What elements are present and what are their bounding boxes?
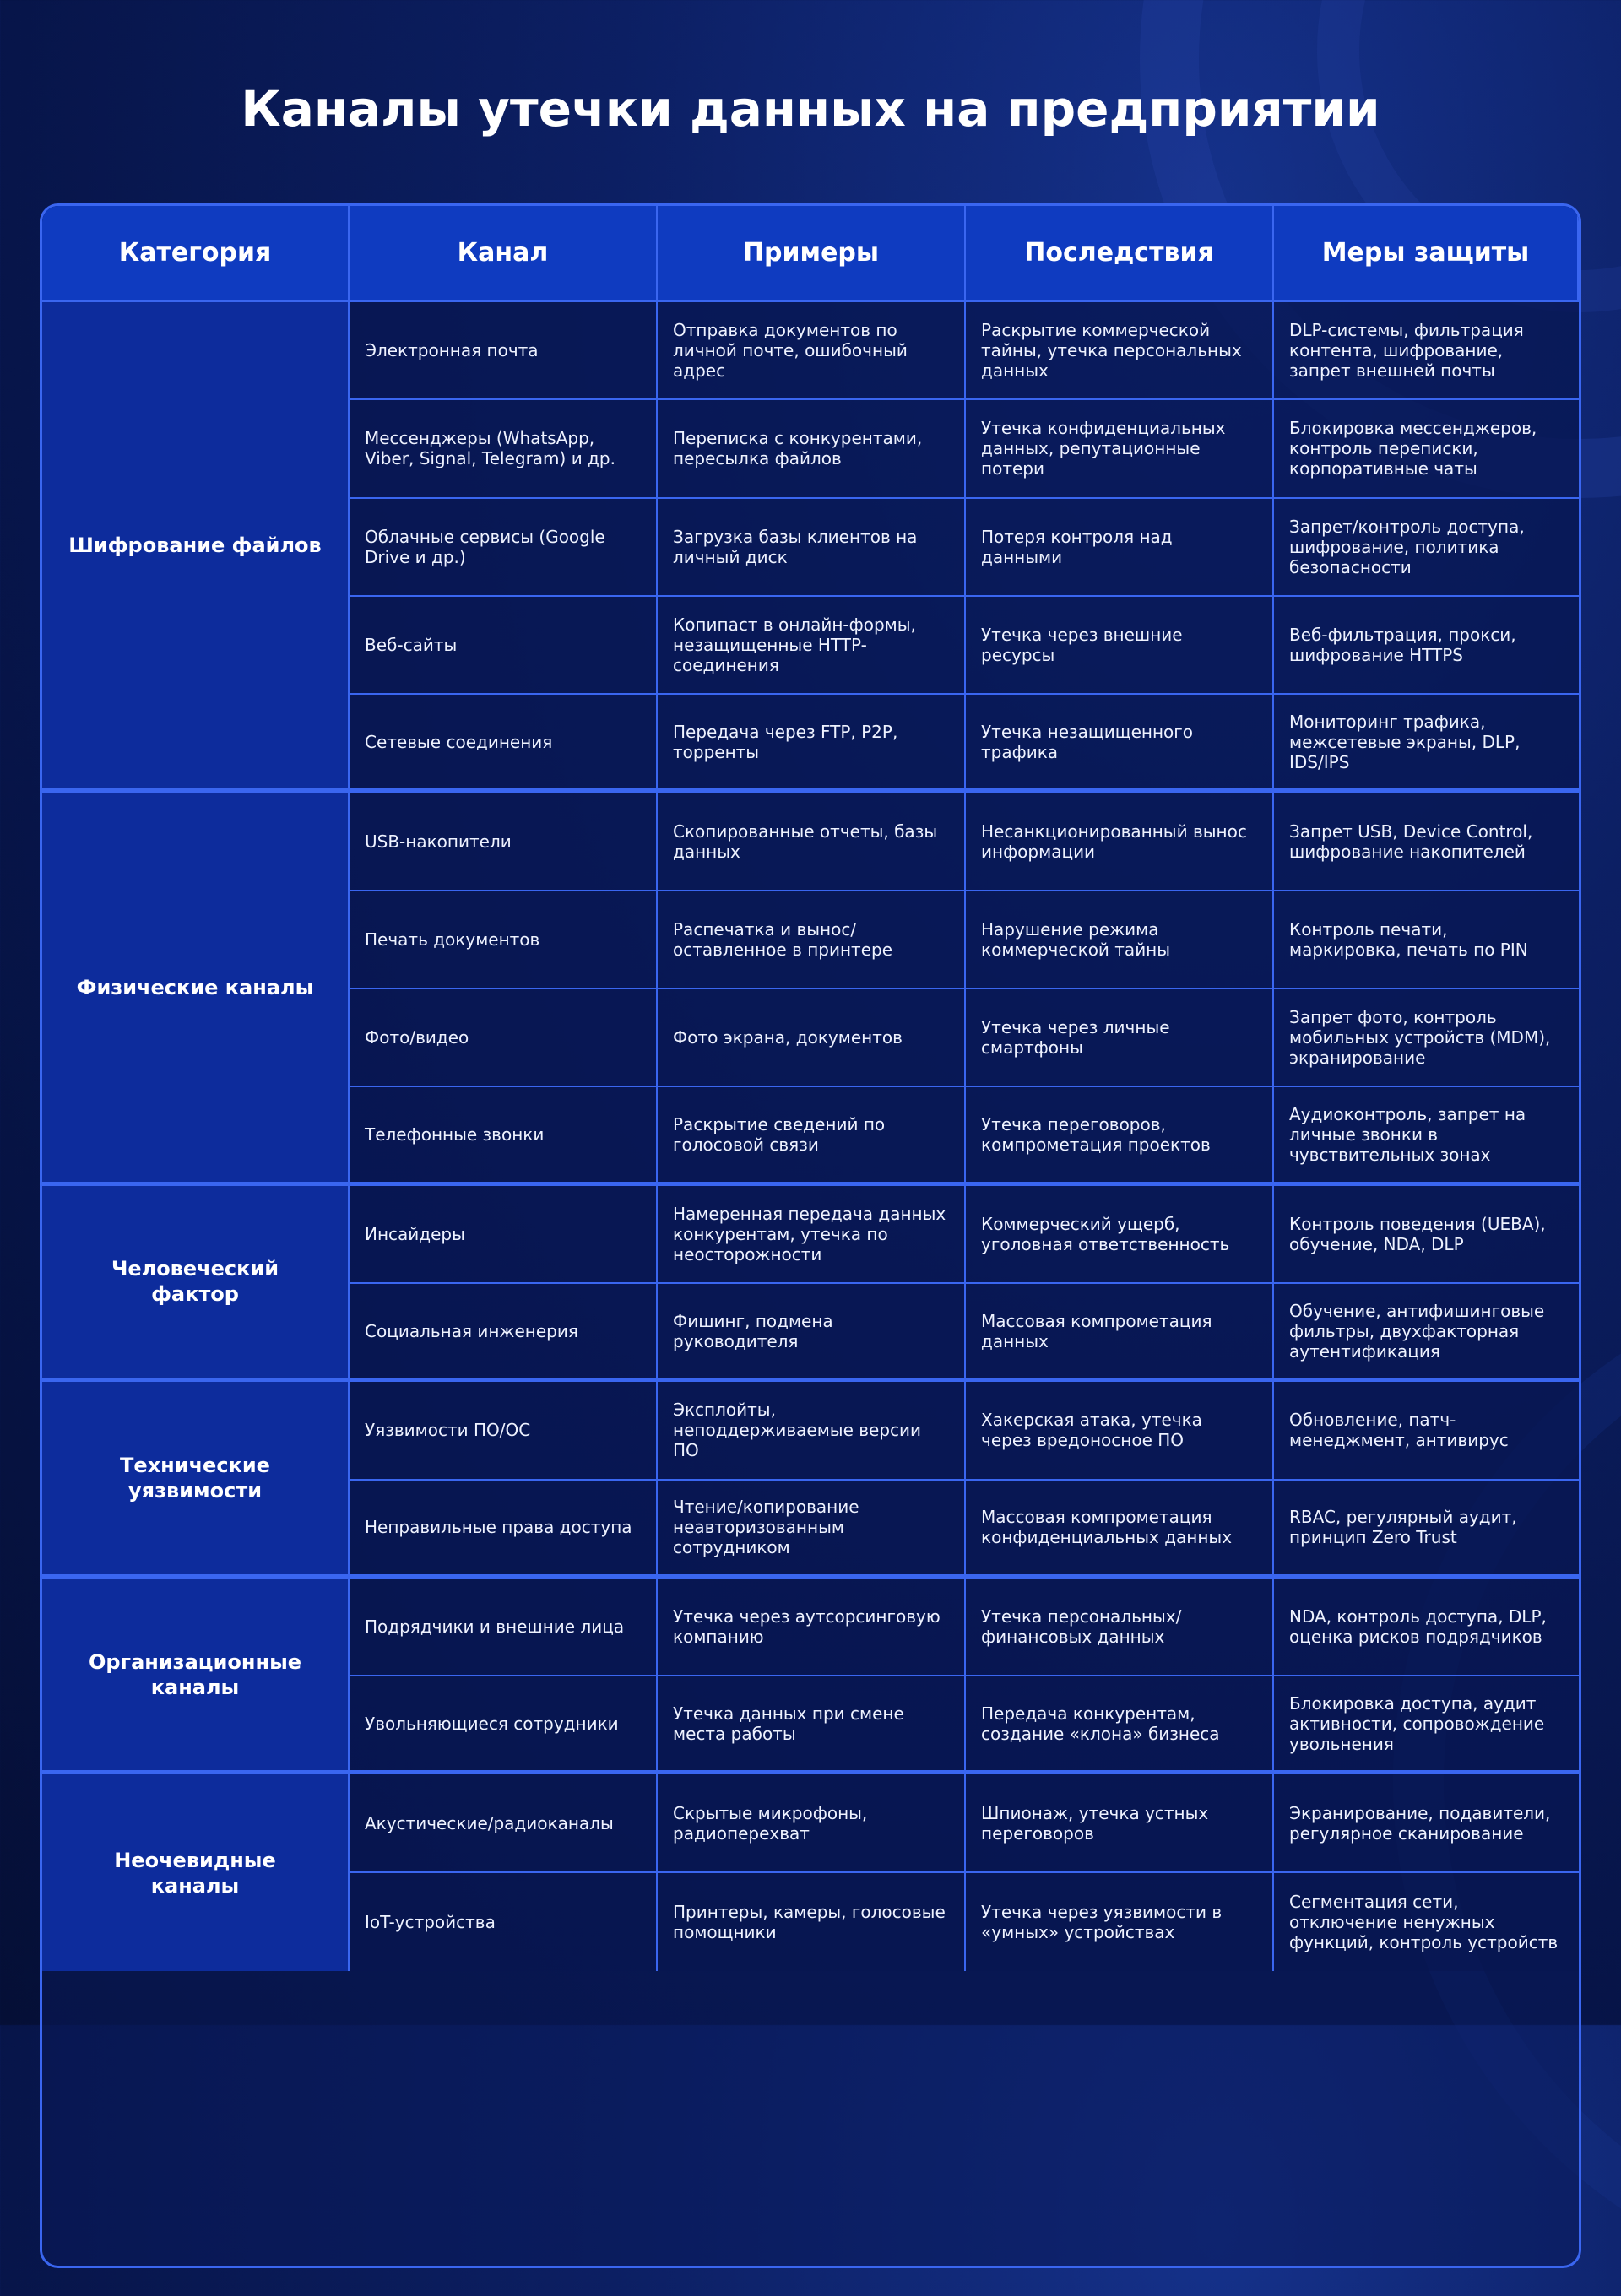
consequence-cell: Нарушение режима коммерческой тайны xyxy=(966,891,1274,989)
consequence-cell: Утечка конфиденциальных данных, репутационные потери xyxy=(966,400,1274,498)
header-examples: Примеры xyxy=(658,206,966,302)
channel-cell: Социальная инженерия xyxy=(350,1284,658,1382)
consequence-cell: Передача конкурентам, создание «клона» бизнеса xyxy=(966,1676,1274,1774)
channel-cell: Телефонные звонки xyxy=(350,1087,658,1185)
example-cell: Фишинг, подмена руководителя xyxy=(658,1284,966,1382)
channel-cell: Сетевые соединения xyxy=(350,695,658,793)
category-cell: Неочевидные каналы xyxy=(42,1774,350,1971)
channel-cell: Увольняющиеся сотрудники xyxy=(350,1676,658,1774)
example-cell: Намеренная передача данных конкурентам, утечка по неосторожности xyxy=(658,1186,966,1284)
header-consequences: Последствия xyxy=(966,206,1274,302)
protection-cell: Экранирование, подавители, регулярное сканирование xyxy=(1274,1774,1579,1872)
channel-cell: Фото/видео xyxy=(350,989,658,1087)
consequence-cell: Утечка незащищенного трафика xyxy=(966,695,1274,793)
protection-cell: Запрет USB, Device Control, шифрование накопителей xyxy=(1274,793,1579,891)
channel-cell: Уязвимости ПО/ОС xyxy=(350,1382,658,1480)
channel-cell: Электронная почта xyxy=(350,302,658,400)
channel-cell: Мессенджеры (WhatsApp, Viber, Signal, Telegram) и др. xyxy=(350,400,658,498)
header-protection: Меры защиты xyxy=(1274,206,1579,302)
consequence-cell: Утечка через личные смартфоны xyxy=(966,989,1274,1087)
protection-cell: NDA, контроль доступа, DLP, оценка рисков подрядчиков xyxy=(1274,1578,1579,1676)
channel-cell: Подрядчики и внешние лица xyxy=(350,1578,658,1676)
protection-cell: Контроль печати, маркировка, печать по PIN xyxy=(1274,891,1579,989)
protection-cell: Запрет/контроль доступа, шифрование, политика безопасности xyxy=(1274,499,1579,597)
consequence-cell: Утечка через внешние ресурсы xyxy=(966,597,1274,695)
channel-cell: IoT-устройства xyxy=(350,1873,658,1971)
protection-cell: Блокировка доступа, аудит активности, сопровождение увольнения xyxy=(1274,1676,1579,1774)
protection-cell: DLP-системы, фильтрация контента, шифрование, запрет внешней почты xyxy=(1274,302,1579,400)
channel-cell: Облачные сервисы (Google Drive и др.) xyxy=(350,499,658,597)
protection-cell: Обновление, патч-менеджмент, антивирус xyxy=(1274,1382,1579,1480)
page-title: Каналы утечки данных на предприятии xyxy=(241,80,1380,138)
category-cell: Человеческий фактор xyxy=(42,1186,350,1383)
protection-cell: Запрет фото, контроль мобильных устройств (MDM), экранирование xyxy=(1274,989,1579,1087)
example-cell: Эксплойты, неподдерживаемые версии ПО xyxy=(658,1382,966,1480)
protection-cell: Контроль поведения (UEBA), обучение, NDA, DLP xyxy=(1274,1186,1579,1284)
example-cell: Чтение/копирование неавторизованным сотрудником xyxy=(658,1481,966,1578)
example-cell: Отправка документов по личной почте, ошибочный адрес xyxy=(658,302,966,400)
channel-cell: Инсайдеры xyxy=(350,1186,658,1284)
channel-cell: Веб-сайты xyxy=(350,597,658,695)
protection-cell: RBAC, регулярный аудит, принцип Zero Trust xyxy=(1274,1481,1579,1578)
consequence-cell: Утечка переговоров, компрометация проектов xyxy=(966,1087,1274,1185)
header-category: Категория xyxy=(42,206,350,302)
example-cell: Фото экрана, документов xyxy=(658,989,966,1087)
consequence-cell: Шпионаж, утечка устных переговоров xyxy=(966,1774,1274,1872)
example-cell: Утечка через аутсорсинговую компанию xyxy=(658,1578,966,1676)
header-channel: Канал xyxy=(350,206,658,302)
example-cell: Скопированные отчеты, базы данных xyxy=(658,793,966,891)
consequence-cell: Массовая компрометация конфиденциальных данных xyxy=(966,1481,1274,1578)
consequence-cell: Несанкционированный вынос информации xyxy=(966,793,1274,891)
leak-channels-table xyxy=(40,203,1581,2268)
category-cell: Физические каналы xyxy=(42,793,350,1185)
consequence-cell: Коммерческий ущерб, уголовная ответственность xyxy=(966,1186,1274,1284)
protection-cell: Веб-фильтрация, прокси, шифрование HTTPS xyxy=(1274,597,1579,695)
consequence-cell: Массовая компрометация данных xyxy=(966,1284,1274,1382)
consequence-cell: Утечка через уязвимости в «умных» устройствах xyxy=(966,1873,1274,1971)
category-cell: Шифрование файлов xyxy=(42,302,350,793)
category-cell: Организационные каналы xyxy=(42,1578,350,1775)
channel-cell: USB-накопители xyxy=(350,793,658,891)
protection-cell: Сегментация сети, отключение ненужных функций, контроль устройств xyxy=(1274,1873,1579,1971)
example-cell: Загрузка базы клиентов на личный диск xyxy=(658,499,966,597)
protection-cell: Аудиоконтроль, запрет на личные звонки в чувствительных зонах xyxy=(1274,1087,1579,1185)
example-cell: Утечка данных при смене места работы xyxy=(658,1676,966,1774)
example-cell: Переписка с конкурентами, пересылка файлов xyxy=(658,400,966,498)
channel-cell: Неправильные права доступа xyxy=(350,1481,658,1578)
channel-cell: Печать документов xyxy=(350,891,658,989)
example-cell: Раскрытие сведений по голосовой связи xyxy=(658,1087,966,1185)
consequence-cell: Хакерская атака, утечка через вредоносное ПО xyxy=(966,1382,1274,1480)
example-cell: Распечатка и вынос/оставленное в принтере xyxy=(658,891,966,989)
example-cell: Копипаст в онлайн-формы, незащищенные HTTP-соединения xyxy=(658,597,966,695)
protection-cell: Обучение, антифишинговые фильтры, двухфакторная аутентификация xyxy=(1274,1284,1579,1382)
consequence-cell: Потеря контроля над данными xyxy=(966,499,1274,597)
consequence-cell: Раскрытие коммерческой тайны, утечка персональных данных xyxy=(966,302,1274,400)
consequence-cell: Утечка персональных/финансовых данных xyxy=(966,1578,1274,1676)
example-cell: Принтеры, камеры, голосовые помощники xyxy=(658,1873,966,1971)
example-cell: Скрытые микрофоны, радиоперехват xyxy=(658,1774,966,1872)
example-cell: Передача через FTP, P2P, торренты xyxy=(658,695,966,793)
protection-cell: Блокировка мессенджеров, контроль переписки, корпоративные чаты xyxy=(1274,400,1579,498)
category-cell: Технические уязвимости xyxy=(42,1382,350,1578)
table-grid xyxy=(42,206,1579,2266)
protection-cell: Мониторинг трафика, межсетевые экраны, DLP, IDS/IPS xyxy=(1274,695,1579,793)
channel-cell: Акустические/радиоканалы xyxy=(350,1774,658,1872)
